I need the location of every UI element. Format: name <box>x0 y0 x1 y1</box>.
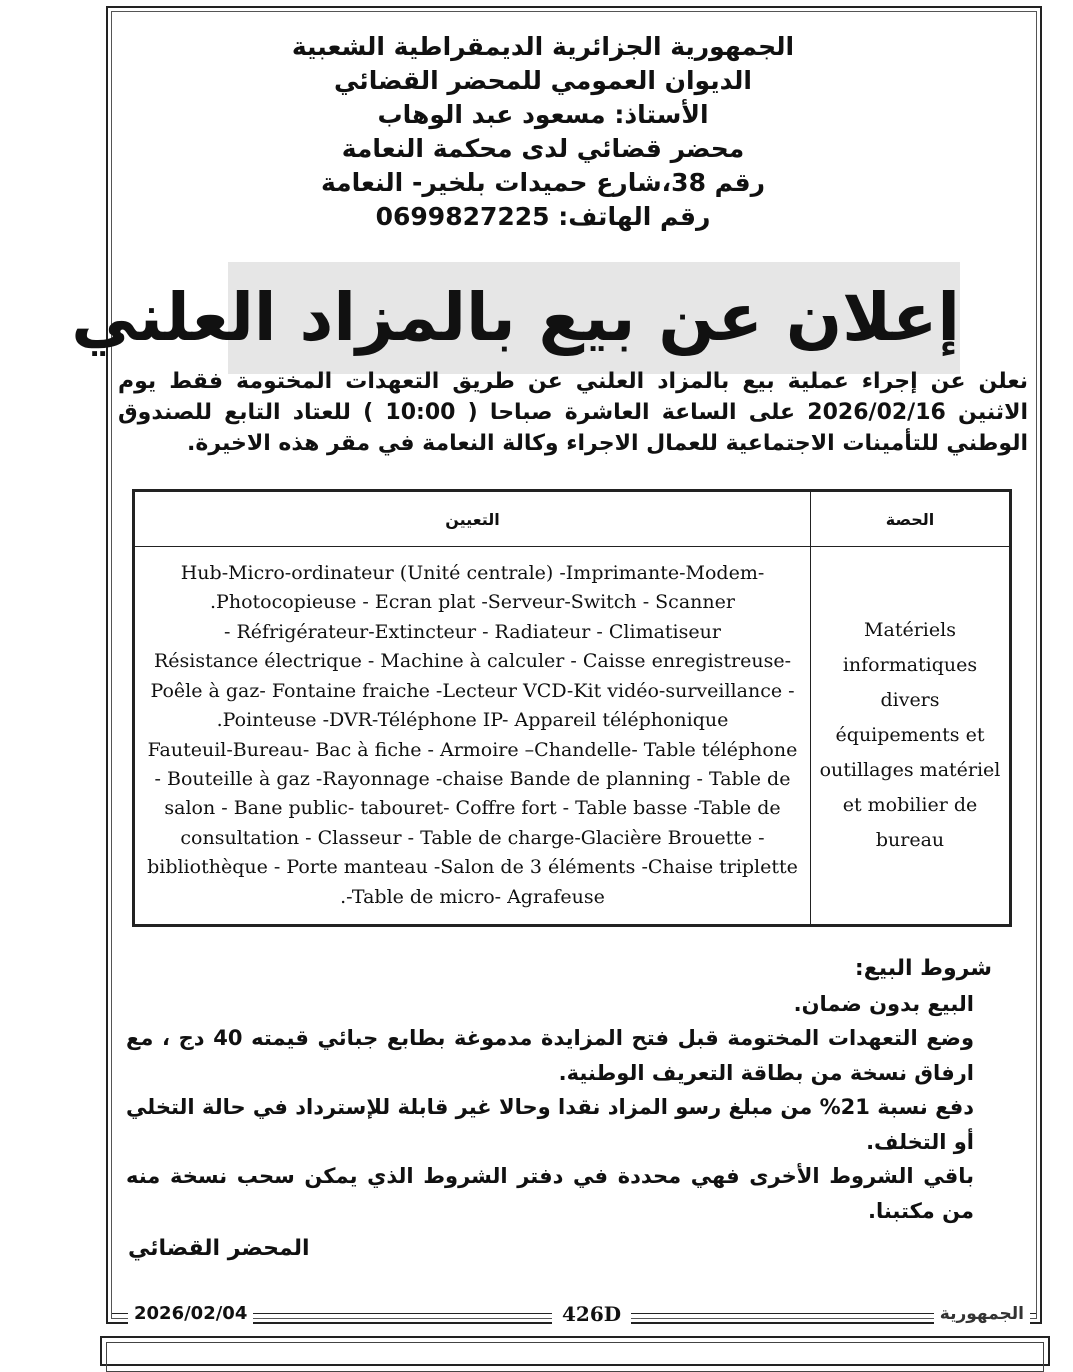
lot-line: bureau <box>875 829 945 851</box>
header-bailiff-name: الأستاذ: مسعود عبد الوهاب <box>377 100 709 129</box>
lot-cell <box>811 547 1010 925</box>
designation-line: - Réfrigérateur-Extincteur - Radiateur - Climatiseur <box>224 620 721 643</box>
condition-item: باقي الشروط الأخرى فهي محددة في دفتر الشروط الذي يمكن سحب نسخة منه من مكتبنا. <box>126 1164 974 1223</box>
table-header-row <box>135 492 1010 547</box>
condition-item: وضع التعهدات المختومة قبل فتح المزايدة مدموغة بطابع جبائي قيمته 40 دج ، مع ارفاق نسخة من بطاقة التعريف الوطنية. <box>126 1026 974 1085</box>
newspaper-masthead: الجمهورية <box>934 1301 1030 1327</box>
designation-line: .Pointeuse -DVR-Téléphone IP- Appareil téléphonique <box>216 709 729 732</box>
designation-line: bibliothèque - Porte manteau -Salon de 3 éléments -Chaise triplette <box>147 856 798 879</box>
designation-line: - Bouteille à gaz -Rayonnage -chaise Bande de planning - Table de <box>154 767 791 790</box>
lot-line: outillages matériel <box>819 759 1001 781</box>
header-designation: التعيين <box>135 492 811 547</box>
header-lot: الحصة <box>811 492 1010 547</box>
page-footer <box>112 1299 1036 1329</box>
signature: المحضر القضائي <box>128 1236 310 1261</box>
next-ad-border-inner <box>106 1342 1044 1372</box>
issue-date: 2026/02/04 <box>128 1301 253 1327</box>
condition-item: دفع نسبة 21% من مبلغ رسو المزاد نقدا وحالا غير قابلة للإسترداد في حالة التخلي أو التخلف. <box>126 1095 974 1154</box>
condition-item: البيع بدون ضمان. <box>793 991 974 1016</box>
lot-line: Matériels <box>864 619 956 641</box>
designation-line: .Photocopieuse - Ecran plat -Serveur-Switch - Scanner <box>210 591 735 614</box>
designation-line: Poêle à gaz- Fontaine fraiche -Lecteur VCD-Kit vidéo-surveillance - <box>150 679 795 702</box>
issuer-header <box>263 30 823 234</box>
designation-line: .-Table de micro- Agrafeuse <box>340 885 605 908</box>
designation-line: Fauteuil-Bureau- Bac à fiche - Armoire –Chandelle- Table téléphone <box>147 738 798 761</box>
conditions-heading: شروط البيع: <box>854 956 992 981</box>
sale-conditions <box>126 952 992 1228</box>
lot-table <box>132 489 1012 927</box>
designation-line: salon - Bane public- tabouret- Coffre fort - Table basse -Table de <box>164 797 781 820</box>
designation-line: Hub-Micro-ordinateur (Unité centrale) -Imprimante-Modem- <box>180 562 765 585</box>
page-number: 426D <box>552 1301 631 1327</box>
lot-line: et mobilier de <box>842 794 978 816</box>
announcement-title: إعلان عن بيع بالمزاد العلني <box>71 279 960 356</box>
lot-line: informatiques <box>842 654 978 676</box>
announcement-intro: نعلن عن إجراء عملية بيع بالمزاد العلني عن طريق التعهدات المختومة فقط يوم الاثنين 2026/02/16 على الساعة العاشرة صباحا ( 10:00 ) للعتاد التابع للصندوق الوطني للتأمينات الاجتماعية للعمال الاجراء وكالة النعامة في مقر هذه الاخيرة. <box>118 369 1028 456</box>
header-court: محضر قضائي لدى محكمة النعامة <box>341 134 745 163</box>
header-country: الجمهورية الجزائرية الديمقراطية الشعبية <box>291 32 795 61</box>
header-address: رقم 38،شارع حميدات بلخير- النعامة <box>320 168 766 197</box>
designation-cell <box>135 547 811 925</box>
header-office: الديوان العمومي للمحضر القضائي <box>334 66 752 95</box>
designation-line: consultation - Classeur - Table de charge-Glacière Brouette - <box>180 826 765 849</box>
designation-line: Résistance électrique - Machine à calculer - Caisse enregistreuse- <box>154 650 791 673</box>
lot-line: équipements et <box>835 724 985 746</box>
lot-line: divers <box>880 689 940 711</box>
header-phone: رقم الهاتف: 0699827225 <box>375 202 711 231</box>
table-row <box>135 547 1010 925</box>
